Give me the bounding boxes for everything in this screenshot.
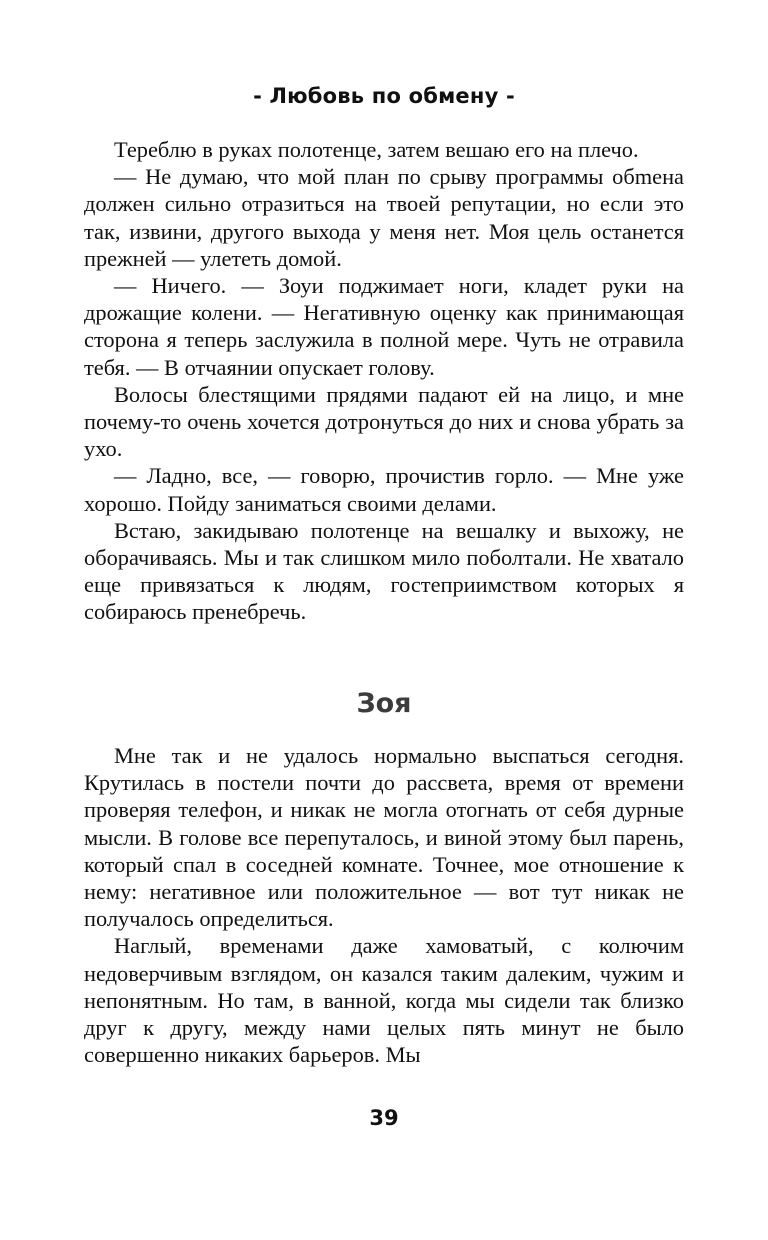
running-title: - Любовь по обмену - [253,84,515,108]
paragraph: Наглый, временами даже хамоватый, с колючим недоверчивым взглядом, он казался таким далеким, чужим и непонятным. Но там, в ванной, когда мы сидели так близко друг к другу, между нами целых пять минут не было совершенно никаких барьеров. Мы [84,933,684,1068]
paragraph: Встаю, закидываю полотенце на вешалку и выхожу, не оборачиваясь. Мы и так слишком мило поболтали. Не хватало еще привязаться к людям, гостеприимством которых я собираюсь пренебречь. [84,517,684,625]
paragraph: — Ладно, все, — говорю, прочистив горло. — Мне уже хорошо. Пойду заниматься своими делами. [84,463,684,516]
text-block-chapter [84,742,684,1068]
page-number: 39 [369,1106,399,1130]
paragraph: Мне так и не удалось нормально выспаться сегодня. Крутилась в постели почти до рассвета, время от времени проверяя телефон, и никак не могла отогнать от себя дурные мысли. В голове все перепуталось, и виной этому был парень, который спал в соседней комнате. Точнее, мое отношение к нему: негативное или положительное — вот тут никак не получалось определиться. [84,743,684,932]
paragraph: — Ничего. — Зоуи поджимает ноги, кладет руки на дрожащие колени. — Негативную оценку как принимающая сторона я теперь заслужила в полной мере. Чуть не отравила тебя. — В отчаянии опускает голову. [84,273,684,380]
paragraph: Тереблю в руках полотенце, затем вешаю его на плечо. [114,137,639,162]
text-block-before-chapter [84,136,684,626]
paragraph: Волосы блестящими прядями падают ей на лицо, и мне почему-то очень хочется дотронуться до них и снова убрать за ухо. [84,381,684,462]
paragraph: — Не думаю, что мой план по срыву программы обmена должен сильно отразиться на твоей репутации, но если это так, извини, другого выхода у меня нет. Моя цель останется прежней — улететь домой. [84,164,684,271]
chapter-title: Зоя [356,688,412,719]
